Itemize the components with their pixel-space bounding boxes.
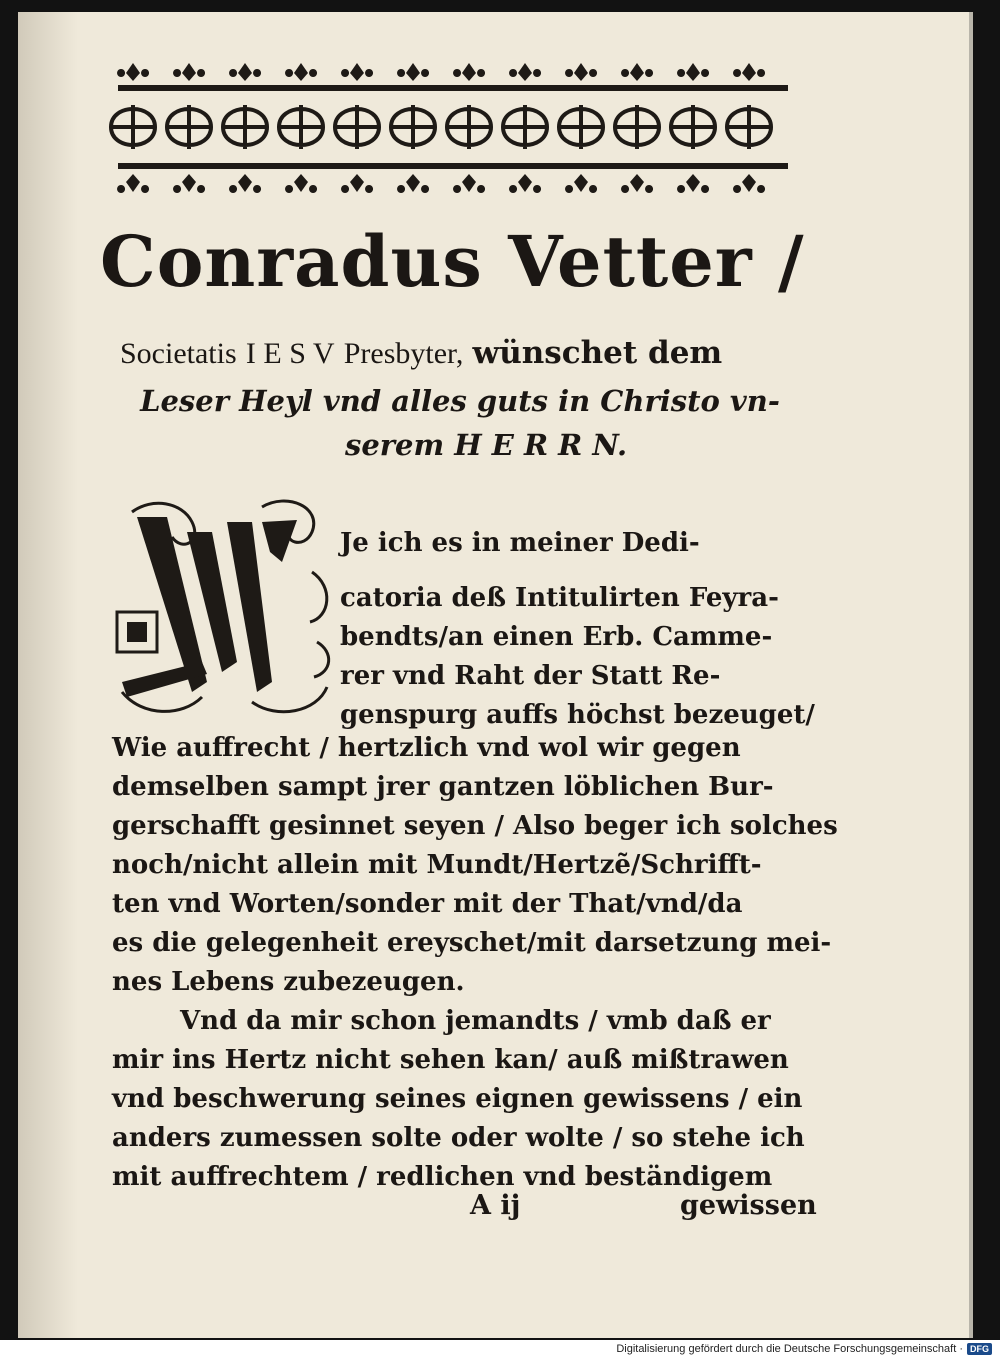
subtitle-line-1 [100,335,840,371]
footer-credit: Digitalisierung gefördert durch die Deutsche Forschungsgemeinschaft · [616,1343,963,1355]
body-line-11: es die gelegenheit ereyschet/mit darsetzung mei- [112,928,832,958]
body-line-4: rer vnd Raht der Statt Re- [340,661,721,691]
body-line-16: anders zumessen solte oder wolte / so stehe ich [112,1123,805,1153]
catchword: gewissen [680,1190,817,1221]
body-line-3: bendts/an einen Erb. Camme- [340,622,773,652]
body-line-12: nes Lebens zubezeugen. [112,967,465,997]
subtitle-line-3: serem H E R R N. [345,428,628,462]
dfg-logo-icon: DFG [967,1343,992,1355]
body-line-10: ten vnd Worten/sonder mit der That/vnd/da [112,889,743,919]
subtitle-iesu: I E S V [245,337,335,370]
decorated-initial-w-icon [112,492,337,722]
fleuron-border-ornament-icon [98,55,813,200]
body-line-5: genspurg auffs höchst bezeuget/ [340,700,815,730]
subtitle-wuenschet: wünschet dem [472,335,723,371]
body-line-1: Je ich es in meiner Dedi- [340,528,700,558]
body-line-14: mir ins Hertz nicht sehen kan/ auß mißtrawen [112,1045,789,1075]
body-line-9: noch/nicht allein mit Mundt/Hertzẽ/Schrifft- [112,850,762,880]
digitization-footer [616,1343,992,1355]
body-line-17: mit auffrechtem / redlichen vnd beständigem [112,1162,773,1192]
subtitle-presbyter: Presbyter, [343,337,464,370]
signature-mark: A ij [470,1190,521,1221]
page-title: Conradus Vetter / [100,220,805,303]
subtitle-line-2: Leser Heyl vnd alles guts in Christo vn- [140,384,780,418]
body-line-13: Vnd da mir schon jemandts / vmb daß er [180,1006,771,1036]
body-line-6: Wie auffrecht / hertzlich vnd wol wir gegen [112,733,741,763]
body-line-2: catoria deß Intitulirten Feyra- [340,583,779,613]
body-line-8: gerschafft gesinnet seyen / Also beger ich solches [112,811,838,841]
body-line-15: vnd beschwerung seines eignen gewissens / ein [112,1084,803,1114]
subtitle-societatis: Societatis [120,337,237,370]
body-line-7: demselben sampt jrer gantzen löblichen Bur- [112,772,774,802]
